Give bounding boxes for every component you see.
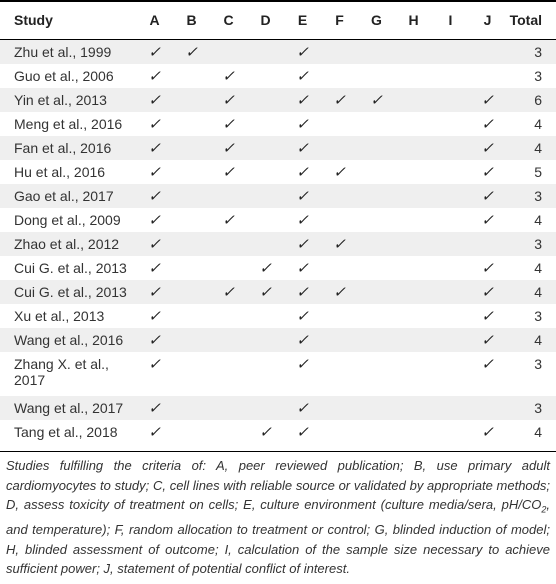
total-cell: 5 xyxy=(534,164,542,180)
criterion-cell xyxy=(136,304,173,328)
criterion-cell xyxy=(321,88,358,112)
checkmark-icon: ✓ xyxy=(481,423,494,441)
table-row xyxy=(0,256,556,280)
table-row xyxy=(0,88,556,112)
study-cell: Tang et al., 2018 xyxy=(14,424,118,440)
table-footnote xyxy=(0,456,556,579)
criterion-cell xyxy=(210,160,247,184)
checkmark-icon: ✓ xyxy=(296,139,309,157)
checkmark-icon: ✓ xyxy=(148,67,161,85)
checkmark-icon: ✓ xyxy=(296,67,309,85)
checkmark-icon: ✓ xyxy=(259,423,272,441)
criterion-cell xyxy=(247,88,284,112)
checkmark-icon: ✓ xyxy=(259,283,272,301)
criterion-cell xyxy=(395,280,432,304)
criterion-cell xyxy=(136,184,173,208)
criterion-cell xyxy=(432,40,469,64)
criterion-cell xyxy=(247,256,284,280)
criterion-cell xyxy=(247,160,284,184)
study-cell: Wang et al., 2016 xyxy=(14,332,124,348)
total-cell: 4 xyxy=(534,260,542,276)
table-body xyxy=(0,40,556,444)
checkmark-icon: ✓ xyxy=(222,283,235,301)
criterion-cell xyxy=(173,208,210,232)
column-header-h: H xyxy=(395,0,432,40)
column-header-g: G xyxy=(358,0,395,40)
checkmark-icon: ✓ xyxy=(370,91,383,109)
checkmark-icon: ✓ xyxy=(148,115,161,133)
criterion-cell xyxy=(395,64,432,88)
footnote-text-part-2: , and temperature); F, random allocation to treatment or control; G, blinded induction of model; H, blinded assessment of outcome; I, calculation of the sample size necessary to achieve sufficient power; J, statement of potential conflict of interest. xyxy=(6,497,550,577)
criterion-cell xyxy=(136,328,173,352)
table-row xyxy=(0,64,556,88)
checkmark-icon: ✓ xyxy=(148,259,161,277)
criterion-cell xyxy=(469,208,506,232)
criterion-cell xyxy=(358,256,395,280)
table-row xyxy=(0,280,556,304)
checkmark-icon: ✓ xyxy=(296,115,309,133)
criterion-cell xyxy=(173,64,210,88)
criterion-cell xyxy=(432,184,469,208)
table-row xyxy=(0,184,556,208)
criterion-cell xyxy=(358,136,395,160)
criterion-cell xyxy=(247,420,284,444)
criterion-cell xyxy=(247,328,284,352)
criterion-cell xyxy=(395,184,432,208)
checkmark-icon: ✓ xyxy=(259,259,272,277)
footnote-text-part-1: Studies fulfilling the criteria of: A, peer reviewed publication; B, use primary adult cardiomyocytes to study; C, cell lines with reliable source or validated by appropriate methods; D, assess toxicity of treatment on cells; E, culture environment (culture media/sera, pH/CO xyxy=(6,458,550,512)
criterion-cell xyxy=(432,256,469,280)
checkmark-icon: ✓ xyxy=(296,43,309,61)
criterion-cell xyxy=(432,160,469,184)
checkmark-icon: ✓ xyxy=(148,307,161,325)
checkmark-icon: ✓ xyxy=(148,211,161,229)
criterion-cell xyxy=(210,112,247,136)
criterion-cell xyxy=(247,232,284,256)
total-cell: 3 xyxy=(534,44,542,60)
criterion-cell xyxy=(136,112,173,136)
criterion-cell xyxy=(136,88,173,112)
total-cell: 3 xyxy=(534,356,542,372)
criterion-cell xyxy=(395,304,432,328)
criterion-cell xyxy=(284,136,321,160)
criterion-cell xyxy=(247,184,284,208)
criterion-cell xyxy=(469,304,506,328)
table-header-rule xyxy=(0,39,556,40)
study-cell: Zhu et al., 1999 xyxy=(14,44,112,60)
criterion-cell xyxy=(432,64,469,88)
criterion-cell xyxy=(173,160,210,184)
checkmark-icon: ✓ xyxy=(185,43,198,61)
criterion-cell xyxy=(469,136,506,160)
table-row xyxy=(0,420,556,444)
criterion-cell xyxy=(469,160,506,184)
criterion-cell xyxy=(358,160,395,184)
table-top-rule xyxy=(0,0,556,2)
criterion-cell xyxy=(469,256,506,280)
criterion-cell xyxy=(321,304,358,328)
criterion-cell xyxy=(321,160,358,184)
checkmark-icon: ✓ xyxy=(333,163,346,181)
study-cell: Guo et al., 2006 xyxy=(14,68,114,84)
criterion-cell xyxy=(321,328,358,352)
checkmark-icon: ✓ xyxy=(148,163,161,181)
criterion-cell xyxy=(321,396,358,420)
checkmark-icon: ✓ xyxy=(148,91,161,109)
criterion-cell xyxy=(284,112,321,136)
criterion-cell xyxy=(136,64,173,88)
checkmark-icon: ✓ xyxy=(333,235,346,253)
criterion-cell xyxy=(173,304,210,328)
criterion-cell xyxy=(321,136,358,160)
criterion-cell xyxy=(358,280,395,304)
criterion-cell xyxy=(247,208,284,232)
criterion-cell xyxy=(173,232,210,256)
criterion-cell xyxy=(432,396,469,420)
criterion-cell xyxy=(321,420,358,444)
total-cell: 4 xyxy=(534,332,542,348)
criterion-cell xyxy=(321,112,358,136)
criterion-cell xyxy=(210,280,247,304)
criterion-cell xyxy=(469,88,506,112)
criterion-cell xyxy=(247,304,284,328)
checkmark-icon: ✓ xyxy=(481,91,494,109)
criterion-cell xyxy=(469,328,506,352)
checkmark-icon: ✓ xyxy=(222,211,235,229)
total-cell: 4 xyxy=(534,116,542,132)
criterion-cell xyxy=(173,352,210,396)
checkmark-icon: ✓ xyxy=(148,355,161,373)
criterion-cell xyxy=(321,352,358,396)
criterion-cell xyxy=(358,112,395,136)
criterion-cell xyxy=(210,40,247,64)
criterion-cell xyxy=(284,280,321,304)
criterion-cell xyxy=(173,136,210,160)
criterion-cell xyxy=(247,112,284,136)
checkmark-icon: ✓ xyxy=(296,331,309,349)
criterion-cell xyxy=(395,112,432,136)
criterion-cell xyxy=(432,304,469,328)
criterion-cell xyxy=(395,160,432,184)
criterion-cell xyxy=(432,136,469,160)
checkmark-icon: ✓ xyxy=(481,163,494,181)
checkmark-icon: ✓ xyxy=(481,211,494,229)
criterion-cell xyxy=(432,328,469,352)
criterion-cell xyxy=(469,420,506,444)
criterion-cell xyxy=(210,232,247,256)
study-cell: Hu et al., 2016 xyxy=(14,164,106,180)
criterion-cell xyxy=(247,280,284,304)
study-cell: Zhao et al., 2012 xyxy=(14,236,120,252)
criterion-cell xyxy=(210,208,247,232)
criterion-cell xyxy=(432,208,469,232)
criterion-cell xyxy=(284,420,321,444)
criterion-cell xyxy=(247,136,284,160)
criterion-cell xyxy=(321,40,358,64)
criterion-cell xyxy=(173,280,210,304)
criterion-cell xyxy=(210,256,247,280)
criterion-cell xyxy=(321,256,358,280)
criterion-cell xyxy=(136,420,173,444)
criterion-cell xyxy=(284,256,321,280)
total-cell: 3 xyxy=(534,308,542,324)
column-header-e: E xyxy=(284,0,321,40)
criterion-cell xyxy=(469,352,506,396)
criterion-cell xyxy=(395,328,432,352)
checkmark-icon: ✓ xyxy=(148,423,161,441)
criterion-cell xyxy=(284,160,321,184)
total-cell: 4 xyxy=(534,284,542,300)
column-header-i: I xyxy=(432,0,469,40)
criterion-cell xyxy=(358,208,395,232)
criterion-cell xyxy=(284,64,321,88)
criterion-cell xyxy=(395,208,432,232)
checkmark-icon: ✓ xyxy=(481,115,494,133)
table-row xyxy=(0,396,556,420)
header-row xyxy=(0,0,556,40)
criterion-cell xyxy=(395,420,432,444)
criterion-cell xyxy=(395,40,432,64)
criterion-cell xyxy=(432,280,469,304)
criterion-cell xyxy=(136,352,173,396)
study-cell: Meng et al., 2016 xyxy=(14,116,123,132)
column-header-j: J xyxy=(469,0,506,40)
criterion-cell xyxy=(321,184,358,208)
criterion-cell xyxy=(395,136,432,160)
checkmark-icon: ✓ xyxy=(296,423,309,441)
checkmark-icon: ✓ xyxy=(222,139,235,157)
criterion-cell xyxy=(173,88,210,112)
table-row xyxy=(0,304,556,328)
criterion-cell xyxy=(210,64,247,88)
criterion-cell xyxy=(136,256,173,280)
checkmark-icon: ✓ xyxy=(222,91,235,109)
criterion-cell xyxy=(321,208,358,232)
column-header-b: B xyxy=(173,0,210,40)
table-row xyxy=(0,352,556,396)
criterion-cell xyxy=(358,232,395,256)
checkmark-icon: ✓ xyxy=(296,399,309,417)
criterion-cell xyxy=(395,352,432,396)
checkmark-icon: ✓ xyxy=(296,259,309,277)
criterion-cell xyxy=(469,64,506,88)
checkmark-icon: ✓ xyxy=(148,331,161,349)
criterion-cell xyxy=(247,40,284,64)
checkmark-icon: ✓ xyxy=(222,67,235,85)
checkmark-icon: ✓ xyxy=(296,211,309,229)
criterion-cell xyxy=(136,40,173,64)
checkmark-icon: ✓ xyxy=(481,187,494,205)
criterion-cell xyxy=(321,64,358,88)
checkmark-icon: ✓ xyxy=(333,91,346,109)
checkmark-icon: ✓ xyxy=(148,43,161,61)
criterion-cell xyxy=(136,396,173,420)
checkmark-icon: ✓ xyxy=(296,283,309,301)
checkmark-icon: ✓ xyxy=(148,235,161,253)
criterion-cell xyxy=(136,208,173,232)
checkmark-icon: ✓ xyxy=(481,331,494,349)
study-cell: Cui G. et al., 2013 xyxy=(14,284,127,300)
criterion-cell xyxy=(469,396,506,420)
total-cell: 3 xyxy=(534,400,542,416)
table-row xyxy=(0,160,556,184)
criterion-cell xyxy=(358,40,395,64)
total-cell: 3 xyxy=(534,188,542,204)
criterion-cell xyxy=(395,88,432,112)
study-cell: Zhang X. et al., 2017 xyxy=(14,356,109,388)
criterion-cell xyxy=(210,352,247,396)
criterion-cell xyxy=(136,280,173,304)
criterion-cell xyxy=(284,40,321,64)
study-cell: Wang et al., 2017 xyxy=(14,400,124,416)
criterion-cell xyxy=(210,88,247,112)
criterion-cell xyxy=(358,420,395,444)
criterion-cell xyxy=(395,396,432,420)
criterion-cell xyxy=(469,280,506,304)
criterion-cell xyxy=(469,112,506,136)
column-header-study: Study xyxy=(0,0,136,40)
criterion-cell xyxy=(210,328,247,352)
checkmark-icon: ✓ xyxy=(222,115,235,133)
criterion-cell xyxy=(469,232,506,256)
total-cell: 3 xyxy=(534,68,542,84)
criterion-cell xyxy=(321,232,358,256)
criterion-cell xyxy=(358,64,395,88)
checkmark-icon: ✓ xyxy=(296,307,309,325)
criterion-cell xyxy=(173,112,210,136)
criterion-cell xyxy=(284,184,321,208)
total-cell: 3 xyxy=(534,236,542,252)
total-cell: 4 xyxy=(534,140,542,156)
criterion-cell xyxy=(136,160,173,184)
criterion-cell xyxy=(173,396,210,420)
table-row xyxy=(0,232,556,256)
table-row xyxy=(0,112,556,136)
study-cell: Yin et al., 2013 xyxy=(14,92,107,108)
criterion-cell xyxy=(432,420,469,444)
study-cell: Xu et al., 2013 xyxy=(14,308,105,324)
criterion-cell xyxy=(173,328,210,352)
criterion-cell xyxy=(358,396,395,420)
criterion-cell xyxy=(284,328,321,352)
column-header-f: F xyxy=(321,0,358,40)
criterion-cell xyxy=(173,40,210,64)
checkmark-icon: ✓ xyxy=(333,283,346,301)
criterion-cell xyxy=(284,304,321,328)
criterion-cell xyxy=(432,352,469,396)
criterion-cell xyxy=(284,208,321,232)
checkmark-icon: ✓ xyxy=(148,399,161,417)
table-row xyxy=(0,40,556,64)
checkmark-icon: ✓ xyxy=(148,283,161,301)
checkmark-icon: ✓ xyxy=(296,163,309,181)
checkmark-icon: ✓ xyxy=(296,235,309,253)
criterion-cell xyxy=(136,136,173,160)
criterion-cell xyxy=(284,352,321,396)
criterion-cell xyxy=(210,396,247,420)
criterion-cell xyxy=(358,184,395,208)
checkmark-icon: ✓ xyxy=(296,91,309,109)
checkmark-icon: ✓ xyxy=(481,307,494,325)
criterion-cell xyxy=(358,352,395,396)
footnote-subscript: 2 xyxy=(541,504,547,515)
table-row xyxy=(0,136,556,160)
criterion-cell xyxy=(247,352,284,396)
criterion-cell xyxy=(395,232,432,256)
criterion-cell xyxy=(358,304,395,328)
criterion-cell xyxy=(210,304,247,328)
criterion-cell xyxy=(173,420,210,444)
criterion-cell xyxy=(284,396,321,420)
checkmark-icon: ✓ xyxy=(296,187,309,205)
column-header-a: A xyxy=(136,0,173,40)
column-header-c: C xyxy=(210,0,247,40)
checkmark-icon: ✓ xyxy=(481,259,494,277)
total-cell: 4 xyxy=(534,212,542,228)
checkmark-icon: ✓ xyxy=(481,139,494,157)
criterion-cell xyxy=(469,40,506,64)
criterion-cell xyxy=(432,112,469,136)
table-row xyxy=(0,328,556,352)
criterion-cell xyxy=(210,184,247,208)
study-cell: Fan et al., 2016 xyxy=(14,140,112,156)
study-cell: Cui G. et al., 2013 xyxy=(14,260,127,276)
criterion-cell xyxy=(210,136,247,160)
criterion-cell xyxy=(136,232,173,256)
total-cell: 6 xyxy=(534,92,542,108)
criterion-cell xyxy=(358,328,395,352)
criterion-cell xyxy=(247,64,284,88)
checkmark-icon: ✓ xyxy=(296,355,309,373)
study-cell: Dong et al., 2009 xyxy=(14,212,121,228)
criterion-cell xyxy=(284,88,321,112)
checkmark-icon: ✓ xyxy=(481,283,494,301)
column-header-total: Total xyxy=(506,0,556,40)
criterion-cell xyxy=(432,88,469,112)
criterion-cell xyxy=(358,88,395,112)
checkmark-icon: ✓ xyxy=(148,187,161,205)
criterion-cell xyxy=(173,256,210,280)
total-cell: 4 xyxy=(534,424,542,440)
criterion-cell xyxy=(469,184,506,208)
checkmark-icon: ✓ xyxy=(148,139,161,157)
criterion-cell xyxy=(210,420,247,444)
criterion-cell xyxy=(284,232,321,256)
table-row xyxy=(0,208,556,232)
criterion-cell xyxy=(173,184,210,208)
criterion-cell xyxy=(321,280,358,304)
column-header-d: D xyxy=(247,0,284,40)
checkmark-icon: ✓ xyxy=(222,163,235,181)
table-bottom-rule xyxy=(0,451,556,452)
criterion-cell xyxy=(247,396,284,420)
criterion-cell xyxy=(432,232,469,256)
checkmark-icon: ✓ xyxy=(481,355,494,373)
study-cell: Gao et al., 2017 xyxy=(14,188,114,204)
criterion-cell xyxy=(395,256,432,280)
